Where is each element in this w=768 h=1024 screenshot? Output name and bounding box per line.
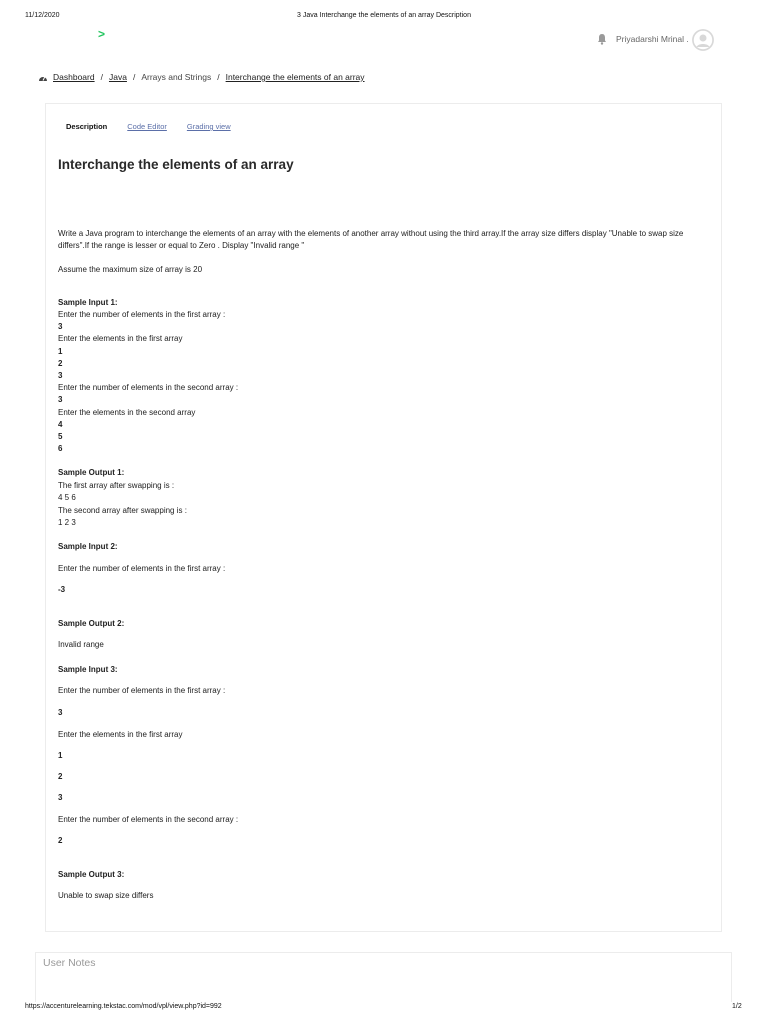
sample-input-1-line: 3: [58, 395, 63, 405]
print-page-number: 1/2: [732, 1003, 742, 1010]
print-date: 11/12/2020: [25, 12, 60, 19]
sample-input-3-label: Sample Input 3:: [58, 665, 118, 674]
breadcrumb-arrays-and-strings: Arrays and Strings: [141, 72, 212, 82]
sample-output-1-line: The second array after swapping is :: [58, 505, 187, 515]
sample-input-3-prompt-1: Enter the number of elements in the first array :: [58, 686, 226, 695]
sample-input-3-prompt-3: Enter the number of elements in the second array :: [58, 815, 239, 824]
sample-input-1-line: Enter the elements in the first array: [58, 334, 183, 344]
sample-input-1-line: Enter the number of elements in the first array :: [58, 310, 226, 319]
sample-output-2-label: Sample Output 2:: [58, 619, 125, 628]
sample-input-1-line: 3: [58, 322, 63, 332]
sample-input-2-prompt: Enter the number of elements in the first array :: [58, 564, 226, 573]
breadcrumb-dashboard[interactable]: Dashboard: [53, 72, 95, 82]
sample-input-1-line: 4: [58, 419, 63, 429]
tab-grading-view[interactable]: Grading view: [186, 122, 231, 131]
user-avatar-icon: [692, 29, 714, 51]
breadcrumb-current-page[interactable]: Interchange the elements of an array: [225, 72, 365, 82]
sample-input-3-element: 1: [58, 751, 63, 760]
tab-bar: [66, 122, 251, 131]
breadcrumb-separator: /: [100, 72, 103, 82]
user-name[interactable]: Priyadarshi Mrinal .: [616, 34, 689, 44]
sample-output-3-label: Sample Output 3:: [58, 870, 125, 879]
sample-input-3-element: 3: [58, 793, 63, 802]
user-notes-title: User Notes: [43, 957, 96, 969]
sample-output-1-line: 4 5 6: [58, 493, 76, 503]
sample-output-1-label: Sample Output 1:: [58, 468, 125, 477]
sample-input-1-line: 3: [58, 371, 63, 380]
tab-description[interactable]: Description: [66, 122, 108, 131]
sample-input-2-label: Sample Input 2:: [58, 542, 118, 551]
sample-output-1-line: The first array after swapping is :: [58, 481, 175, 490]
sample-input-3-element: 2: [58, 772, 63, 781]
bell-icon[interactable]: [597, 33, 607, 45]
breadcrumb-separator: /: [217, 72, 220, 82]
problem-statement: Write a Java program to interchange the elements of an array with the elements of another array without using the third array.If the array size differs display "Unable to swap size differs".If the range is lesser or equal to Zero . Display "Invalid range ": [58, 229, 684, 251]
sample-output-1-line: 1 2 3: [58, 517, 76, 527]
tab-code-editor[interactable]: Code Editor: [127, 122, 167, 131]
sample-input-3-prompt-2: Enter the elements in the first array: [58, 730, 183, 739]
sample-input-1-line: 1: [58, 346, 63, 356]
logo-arrow-icon[interactable]: >: [98, 27, 106, 41]
sample-input-1-line: 2: [58, 358, 63, 368]
breadcrumb-java[interactable]: Java: [108, 72, 127, 82]
problem-intro: [58, 228, 708, 252]
breadcrumb: [38, 72, 365, 82]
sample-output-2-text: Invalid range: [58, 640, 104, 649]
sample-output-3-text: Unable to swap size differs: [58, 891, 154, 900]
dashboard-icon: [38, 73, 48, 82]
sample-input-3-value-2: 2: [58, 836, 63, 845]
print-title: 3 Java Interchange the elements of an array Description: [297, 12, 471, 19]
avatar[interactable]: [692, 29, 714, 51]
sample-input-1-label: Sample Input 1:: [58, 298, 118, 307]
problem-assumption: Assume the maximum size of array is 20: [58, 265, 203, 274]
breadcrumb-separator: /: [132, 72, 136, 82]
sample-input-1-line: 6: [58, 444, 63, 454]
print-url: https://accenturelearning.tekstac.com/mod/vpl/view.php?id=992: [25, 1003, 222, 1010]
sample-input-3-value-1: 3: [58, 708, 63, 717]
sample-input-1-line: Enter the elements in the second array: [58, 407, 196, 417]
page-title: Interchange the elements of an array: [58, 157, 294, 172]
sample-input-1-line: 5: [58, 432, 63, 441]
sample-input-1-line: Enter the number of elements in the second array :: [58, 383, 239, 393]
user-notes-panel: [35, 952, 732, 1002]
sample-input-2-value: -3: [58, 585, 66, 594]
